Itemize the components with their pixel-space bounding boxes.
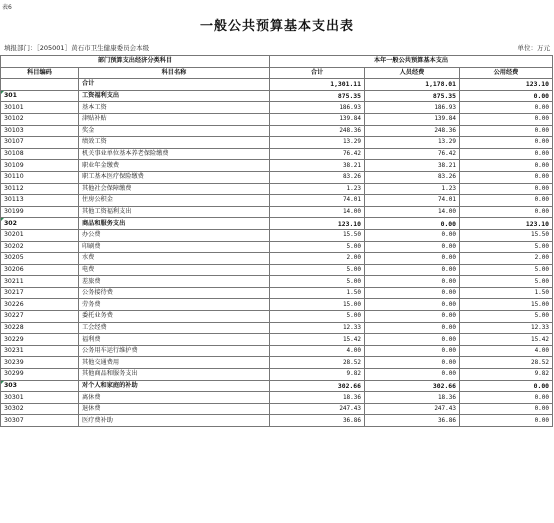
cell-name: 公务接待费 <box>79 287 270 299</box>
cell-total: 248.36 <box>270 125 365 137</box>
cell-code: 30227 <box>1 311 79 323</box>
cell-name: 退休费 <box>79 403 270 415</box>
cell-total: 15.42 <box>270 334 365 346</box>
cell-name: 差旅费 <box>79 276 270 288</box>
cell-name: 基本工资 <box>79 102 270 114</box>
table-row <box>1 357 553 369</box>
cell-total: 186.93 <box>270 102 365 114</box>
cell-personnel: 14.00 <box>365 206 460 218</box>
cell-personnel: 302.66 <box>365 380 460 392</box>
cell-public: 0.00 <box>460 102 553 114</box>
table-row <box>1 392 553 404</box>
cell-code: 30101 <box>1 102 79 114</box>
cell-public: 0.00 <box>460 137 553 149</box>
cell-personnel: 1,178.01 <box>365 79 460 91</box>
cell-public: 0.00 <box>460 380 553 392</box>
cell-personnel: 13.29 <box>365 137 460 149</box>
cell-personnel: 247.43 <box>365 403 460 415</box>
cell-public: 2.00 <box>460 253 553 265</box>
cell-name: 职业年金缴费 <box>79 160 270 172</box>
table-row <box>1 311 553 323</box>
table-row <box>1 218 553 230</box>
cell-public: 9.82 <box>460 369 553 381</box>
cell-name: 其他工资福利支出 <box>79 206 270 218</box>
header-group-right: 本年一般公共预算基本支出 <box>270 56 553 68</box>
cell-code: 30301 <box>1 392 79 404</box>
cell-name: 福利费 <box>79 334 270 346</box>
cell-code: 30102 <box>1 113 79 125</box>
table-row <box>1 369 553 381</box>
table-row <box>1 334 553 346</box>
cell-public: 5.00 <box>460 264 553 276</box>
cell-public: 1.50 <box>460 287 553 299</box>
cell-public: 4.00 <box>460 345 553 357</box>
header-public: 公用经费 <box>460 67 553 79</box>
cell-public: 0.00 <box>460 195 553 207</box>
table-row <box>1 113 553 125</box>
header-personnel: 人员经费 <box>365 67 460 79</box>
cell-total: 74.01 <box>270 195 365 207</box>
reporting-unit: 填报部门：［205001］黄石市卫生健康委员会本级 <box>4 44 150 52</box>
cell-name: 印刷费 <box>79 241 270 253</box>
cell-personnel: 0.00 <box>365 264 460 276</box>
cell-public: 15.50 <box>460 229 553 241</box>
table-row <box>1 206 553 218</box>
cell-code: 30110 <box>1 171 79 183</box>
cell-code: 30302 <box>1 403 79 415</box>
cell-personnel: 0.00 <box>365 299 460 311</box>
cell-public: 0.00 <box>460 392 553 404</box>
table-row <box>1 241 553 253</box>
cell-name: 水费 <box>79 253 270 265</box>
cell-name: 电费 <box>79 264 270 276</box>
cell-personnel: 18.36 <box>365 392 460 404</box>
cell-code: 30217 <box>1 287 79 299</box>
cell-total: 2.00 <box>270 253 365 265</box>
cell-name: 劳务费 <box>79 299 270 311</box>
cell-name: 机关事业单位基本养老保险缴费 <box>79 148 270 160</box>
cell-public: 123.10 <box>460 218 553 230</box>
cell-total: 83.26 <box>270 171 365 183</box>
cell-code: 30226 <box>1 299 79 311</box>
table-row <box>1 345 553 357</box>
cell-total: 28.52 <box>270 357 365 369</box>
cell-name: 医疗费补助 <box>79 415 270 427</box>
cell-code: 30231 <box>1 345 79 357</box>
header-code: 科目编码 <box>1 67 79 79</box>
cell-name: 其他商品和服务支出 <box>79 369 270 381</box>
cell-personnel: 38.21 <box>365 160 460 172</box>
cell-public: 123.10 <box>460 79 553 91</box>
cell-public: 0.00 <box>460 113 553 125</box>
cell-personnel: 186.93 <box>365 102 460 114</box>
cell-total: 5.00 <box>270 276 365 288</box>
cell-name: 其他社会保障缴费 <box>79 183 270 195</box>
cell-total: 14.00 <box>270 206 365 218</box>
cell-total: 9.82 <box>270 369 365 381</box>
cell-personnel: 76.42 <box>365 148 460 160</box>
cell-total: 36.86 <box>270 415 365 427</box>
cell-total: 76.42 <box>270 148 365 160</box>
cell-personnel: 0.00 <box>365 311 460 323</box>
cell-code: 30199 <box>1 206 79 218</box>
cell-total: 1.23 <box>270 183 365 195</box>
cell-personnel: 0.00 <box>365 334 460 346</box>
cell-name: 合计 <box>79 79 270 91</box>
cell-total: 247.43 <box>270 403 365 415</box>
cell-public: 0.00 <box>460 125 553 137</box>
page-title: 一般公共预算基本支出表 <box>199 19 354 34</box>
table-row <box>1 183 553 195</box>
cell-total: 875.35 <box>270 90 365 102</box>
cell-public: 0.00 <box>460 206 553 218</box>
cell-total: 302.66 <box>270 380 365 392</box>
cell-total: 4.00 <box>270 345 365 357</box>
budget-table <box>0 55 553 427</box>
table-row <box>1 380 553 392</box>
table-row <box>1 229 553 241</box>
cell-public: 0.00 <box>460 183 553 195</box>
cell-name: 对个人和家庭的补助 <box>79 380 270 392</box>
cell-total: 18.36 <box>270 392 365 404</box>
header-name: 科目名称 <box>79 67 270 79</box>
table-row <box>1 79 553 91</box>
cell-personnel: 0.00 <box>365 229 460 241</box>
cell-public: 12.33 <box>460 322 553 334</box>
table-row <box>1 148 553 160</box>
cell-personnel: 74.01 <box>365 195 460 207</box>
cell-code: 303 <box>1 380 79 392</box>
cell-name: 工会经费 <box>79 322 270 334</box>
cell-code: 30205 <box>1 253 79 265</box>
table-row <box>1 102 553 114</box>
cell-total: 15.00 <box>270 299 365 311</box>
header-total: 合计 <box>270 67 365 79</box>
cell-total: 12.33 <box>270 322 365 334</box>
cell-name: 公务用车运行维护费 <box>79 345 270 357</box>
cell-public: 28.52 <box>460 357 553 369</box>
cell-public: 5.00 <box>460 276 553 288</box>
cell-personnel: 875.35 <box>365 90 460 102</box>
cell-public: 15.42 <box>460 334 553 346</box>
cell-code: 30299 <box>1 369 79 381</box>
cell-personnel: 83.26 <box>365 171 460 183</box>
cell-code: 30206 <box>1 264 79 276</box>
cell-name: 绩效工资 <box>79 137 270 149</box>
cell-public: 5.00 <box>460 311 553 323</box>
cell-personnel: 0.00 <box>365 369 460 381</box>
cell-code: 30107 <box>1 137 79 149</box>
cell-code: 30201 <box>1 229 79 241</box>
table-row <box>1 125 553 137</box>
sheet-tag: 表6 <box>2 4 12 11</box>
cell-personnel: 139.84 <box>365 113 460 125</box>
table-row <box>1 276 553 288</box>
cell-code: 30108 <box>1 148 79 160</box>
cell-public: 0.00 <box>460 90 553 102</box>
cell-total: 1.50 <box>270 287 365 299</box>
cell-personnel: 1.23 <box>365 183 460 195</box>
table-row <box>1 403 553 415</box>
cell-total: 123.10 <box>270 218 365 230</box>
cell-public: 0.00 <box>460 148 553 160</box>
cell-personnel: 36.86 <box>365 415 460 427</box>
cell-public: 0.00 <box>460 171 553 183</box>
cell-public: 15.00 <box>460 299 553 311</box>
cell-personnel: 0.00 <box>365 322 460 334</box>
cell-personnel: 0.00 <box>365 276 460 288</box>
table-row <box>1 90 553 102</box>
table-row <box>1 299 553 311</box>
cell-name: 住房公积金 <box>79 195 270 207</box>
cell-code: 30307 <box>1 415 79 427</box>
table-row <box>1 253 553 265</box>
cell-public: 0.00 <box>460 415 553 427</box>
cell-code: 30228 <box>1 322 79 334</box>
currency-unit: 单位：万元 <box>517 44 550 52</box>
cell-total: 5.00 <box>270 241 365 253</box>
table-row <box>1 160 553 172</box>
cell-name: 职工基本医疗保险缴费 <box>79 171 270 183</box>
cell-total: 38.21 <box>270 160 365 172</box>
cell-name: 离休费 <box>79 392 270 404</box>
table-row <box>1 415 553 427</box>
cell-code: 30103 <box>1 125 79 137</box>
cell-code: 30112 <box>1 183 79 195</box>
cell-name: 其他交通费用 <box>79 357 270 369</box>
header-group-left: 部门预算支出经济分类科目 <box>1 56 270 68</box>
table-row <box>1 287 553 299</box>
cell-name: 津贴补贴 <box>79 113 270 125</box>
cell-personnel: 0.00 <box>365 253 460 265</box>
cell-code: 30211 <box>1 276 79 288</box>
cell-public: 5.00 <box>460 241 553 253</box>
cell-code: 30239 <box>1 357 79 369</box>
cell-total: 5.00 <box>270 264 365 276</box>
table-row <box>1 171 553 183</box>
table-row <box>1 137 553 149</box>
cell-code: 30113 <box>1 195 79 207</box>
table-row <box>1 264 553 276</box>
cell-code: 30202 <box>1 241 79 253</box>
table-row <box>1 195 553 207</box>
cell-name: 工资福利支出 <box>79 90 270 102</box>
cell-code <box>1 79 79 91</box>
cell-code: 30229 <box>1 334 79 346</box>
cell-personnel: 0.00 <box>365 287 460 299</box>
cell-code: 302 <box>1 218 79 230</box>
cell-total: 13.29 <box>270 137 365 149</box>
cell-personnel: 0.00 <box>365 218 460 230</box>
cell-code: 301 <box>1 90 79 102</box>
cell-name: 办公费 <box>79 229 270 241</box>
table-row <box>1 322 553 334</box>
cell-total: 5.00 <box>270 311 365 323</box>
cell-public: 0.00 <box>460 160 553 172</box>
cell-personnel: 0.00 <box>365 345 460 357</box>
cell-name: 委托业务费 <box>79 311 270 323</box>
cell-total: 15.50 <box>270 229 365 241</box>
cell-name: 奖金 <box>79 125 270 137</box>
cell-personnel: 0.00 <box>365 357 460 369</box>
cell-code: 30109 <box>1 160 79 172</box>
cell-total: 139.84 <box>270 113 365 125</box>
cell-personnel: 248.36 <box>365 125 460 137</box>
cell-personnel: 0.00 <box>365 241 460 253</box>
cell-name: 商品和服务支出 <box>79 218 270 230</box>
cell-total: 1,301.11 <box>270 79 365 91</box>
cell-public: 0.00 <box>460 403 553 415</box>
